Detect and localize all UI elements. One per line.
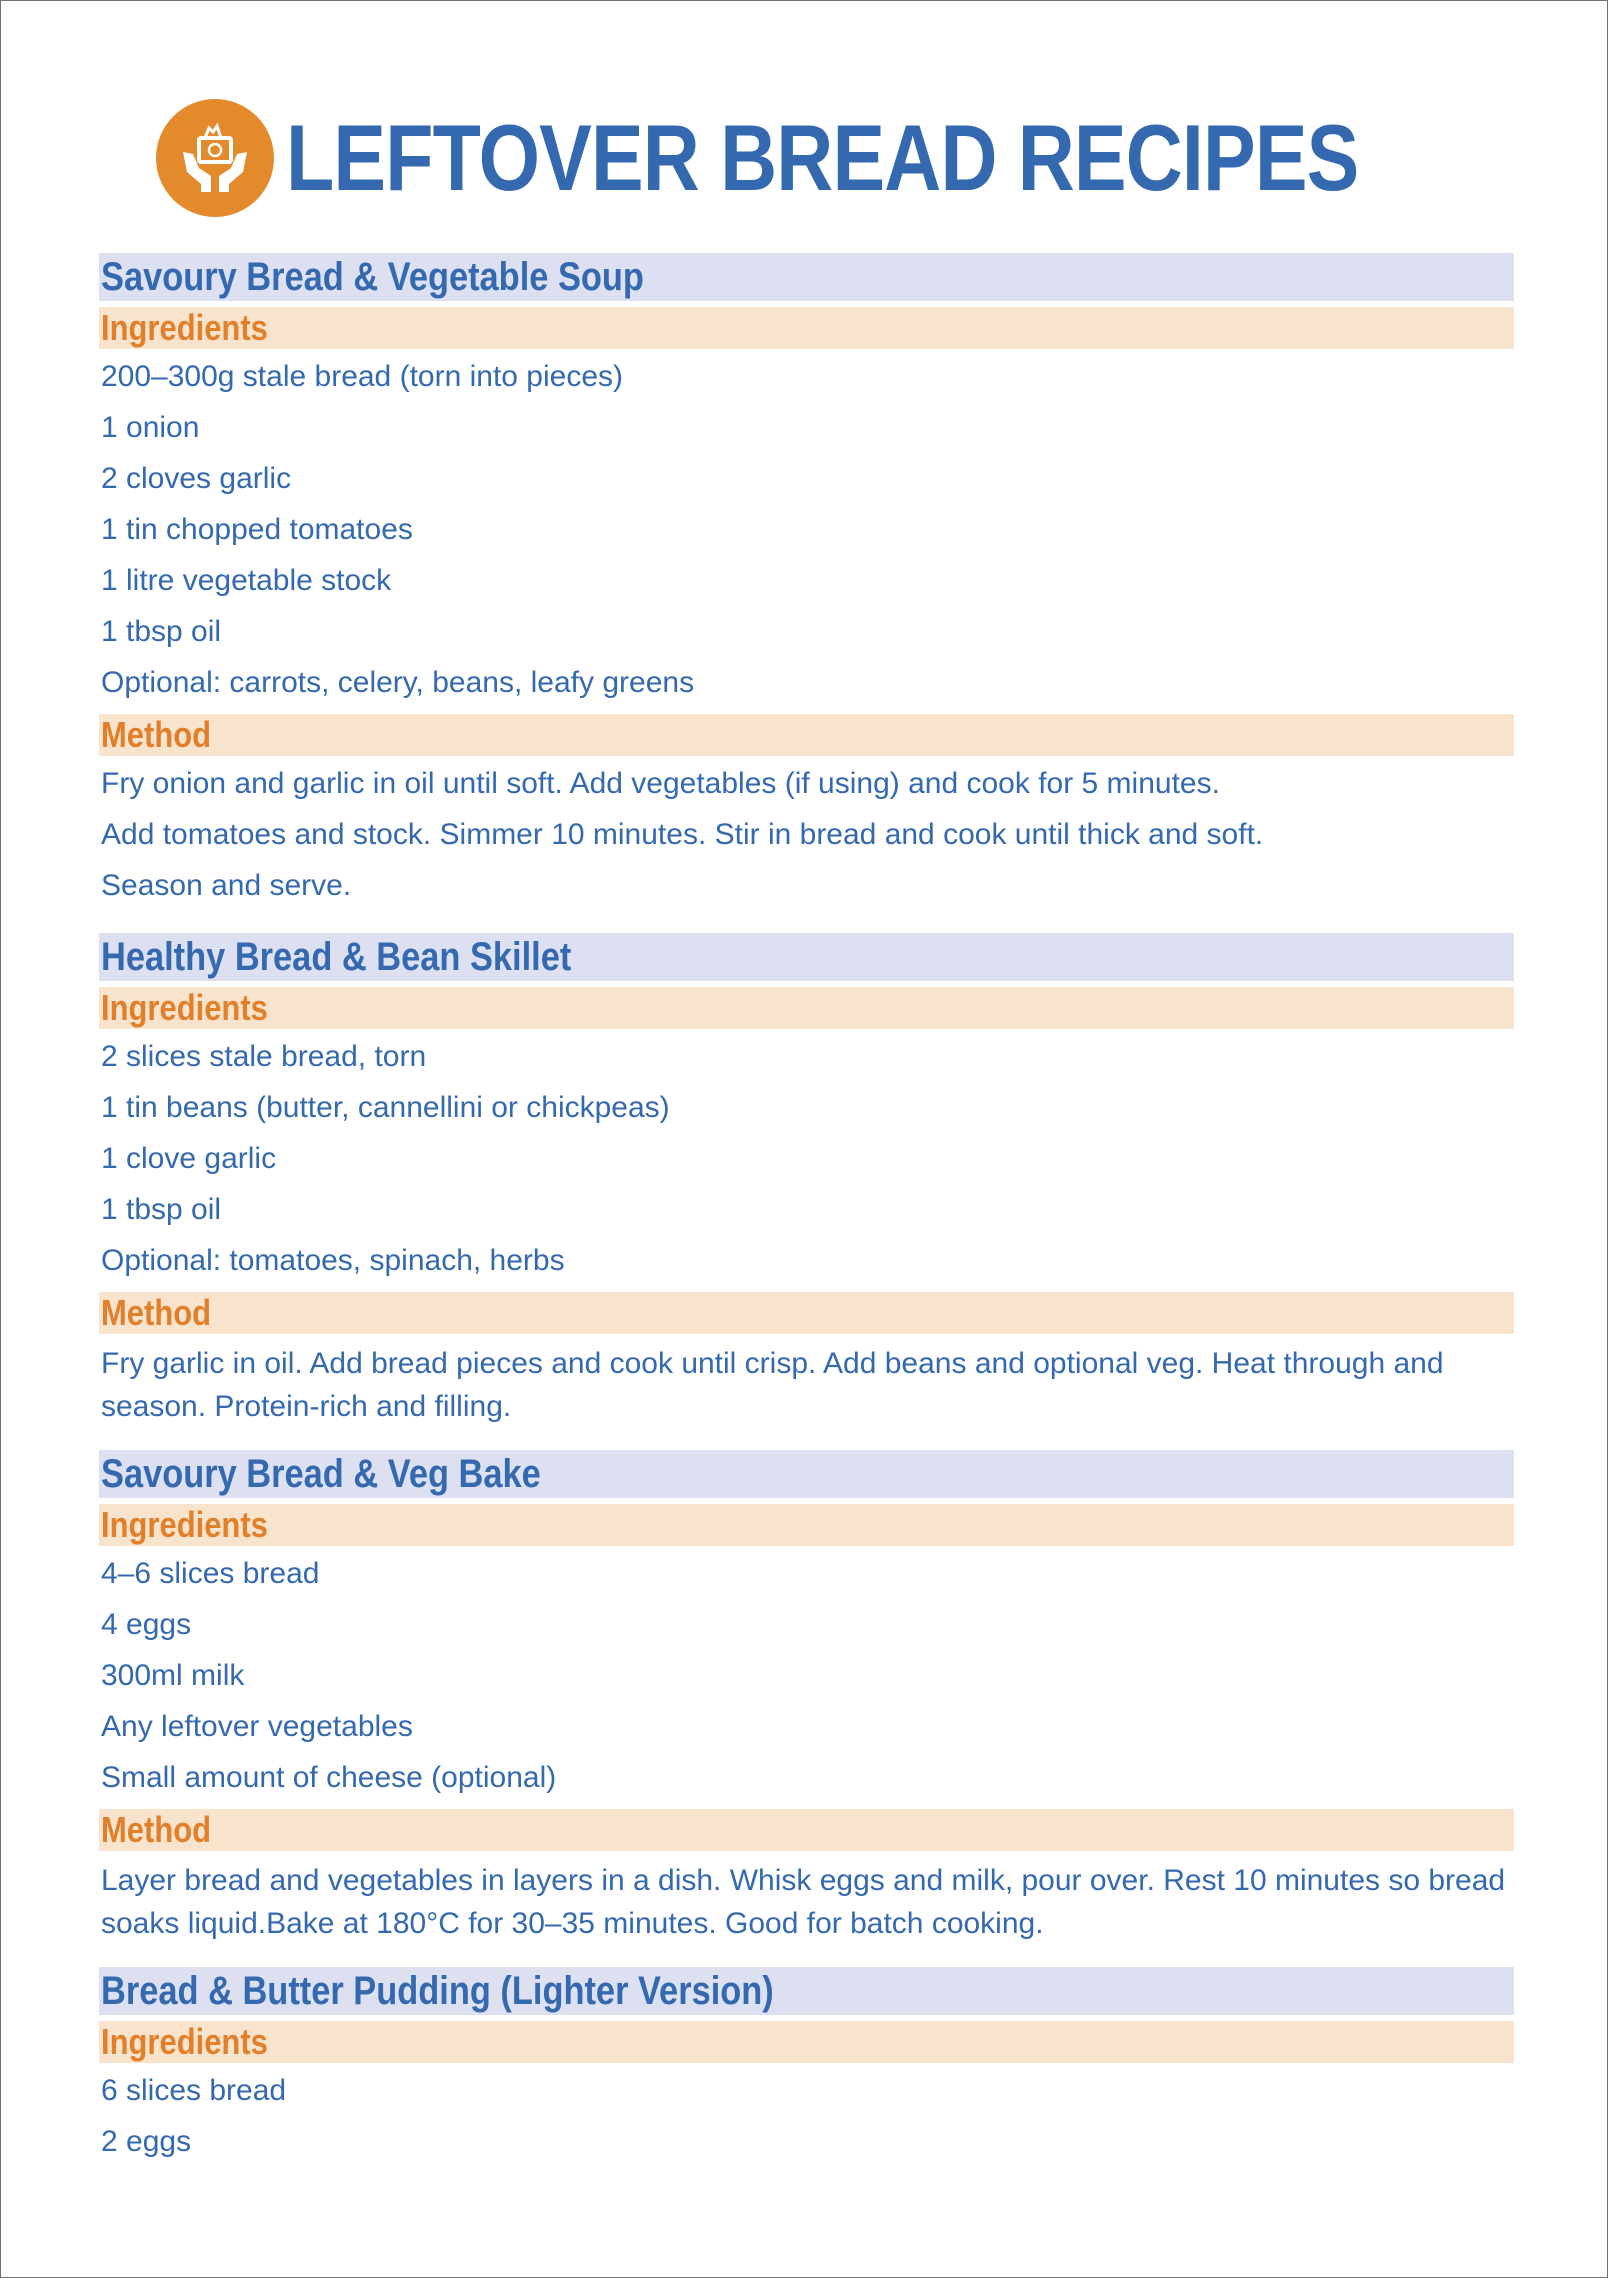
ingredient-item: Optional: carrots, celery, beans, leafy greens <box>101 666 695 699</box>
method-text: Layer bread and vegetables in layers in a dish. Whisk eggs and milk, pour over. Rest 10 minutes so bread soaks liquid.Bake at 180°C for 30–35 minutes. Good for batch cooking. <box>101 1864 1506 1940</box>
ingredient-item: 300ml milk <box>101 1659 245 1692</box>
ingredient-item: 1 tbsp oil <box>101 615 222 648</box>
recipe-title <box>99 1967 1514 2015</box>
recipe-list <box>99 253 1514 2189</box>
ingredient-item: 4 eggs <box>101 1608 192 1641</box>
recipe-card <box>99 1967 1514 2167</box>
recipe-card <box>99 933 1514 1428</box>
method-line: Season and serve. <box>101 869 352 902</box>
ingredients-heading-text: Ingredients <box>101 1504 268 1545</box>
recipe-title-text: Savoury Bread & Veg Bake <box>101 1452 541 1496</box>
page-title: LEFTOVER BREAD RECIPES <box>286 105 1359 210</box>
ingredients-heading-text: Ingredients <box>101 307 268 348</box>
ingredients-list <box>99 351 1514 708</box>
ingredient-item: 1 tin chopped tomatoes <box>101 513 413 546</box>
recipe-title-text: Savoury Bread & Vegetable Soup <box>101 255 644 299</box>
method-heading-text: Method <box>101 1809 212 1850</box>
recipe-title <box>99 1450 1514 1498</box>
ingredients-heading-text: Ingredients <box>101 2021 268 2062</box>
ingredients-list <box>99 1548 1514 1803</box>
ingredients-heading <box>99 987 1514 1029</box>
method-heading-text: Method <box>101 714 212 755</box>
ingredient-item: Small amount of cheese (optional) <box>101 1761 557 1794</box>
recipe-card <box>99 1450 1514 1945</box>
page-header <box>156 99 1563 217</box>
hands-holding-food-icon <box>156 99 274 217</box>
ingredient-item: 1 litre vegetable stock <box>101 564 392 597</box>
ingredient-item: 1 tbsp oil <box>101 1193 222 1226</box>
ingredient-item: 4–6 slices bread <box>101 1557 320 1590</box>
ingredient-item: 6 slices bread <box>101 2074 287 2107</box>
ingredient-item: 200–300g stale bread (torn into pieces) <box>101 360 624 393</box>
method-line: Add tomatoes and stock. Simmer 10 minutes. Stir in bread and cook until thick and soft. <box>101 818 1264 851</box>
ingredient-item: 1 clove garlic <box>101 1142 277 1175</box>
ingredient-item: 2 cloves garlic <box>101 462 292 495</box>
recipe-title <box>99 933 1514 981</box>
ingredients-list <box>99 1031 1514 1286</box>
ingredient-item: 2 slices stale bread, torn <box>101 1040 427 1073</box>
recipe-title-text: Bread & Butter Pudding (Lighter Version) <box>101 1969 774 2013</box>
recipe-title <box>99 253 1514 301</box>
recipe-card <box>99 253 1514 911</box>
ingredients-heading <box>99 307 1514 349</box>
ingredient-item: Any leftover vegetables <box>101 1710 413 1743</box>
ingredients-heading <box>99 2021 1514 2063</box>
method-heading <box>99 1292 1514 1334</box>
method-heading <box>99 1809 1514 1851</box>
method-heading <box>99 714 1514 756</box>
ingredient-item: 1 tin beans (butter, cannellini or chickpeas) <box>101 1091 670 1124</box>
ingredient-item: 1 onion <box>101 411 200 444</box>
method-text: Fry garlic in oil. Add bread pieces and cook until crisp. Add beans and optional veg. Heat through and season. Protein-rich and filling. <box>101 1347 1444 1423</box>
ingredient-item: Optional: tomatoes, spinach, herbs <box>101 1244 565 1277</box>
ingredient-item: 2 eggs <box>101 2125 192 2158</box>
method-line: Fry onion and garlic in oil until soft. Add vegetables (if using) and cook for 5 minutes. <box>101 767 1220 800</box>
ingredients-heading-text: Ingredients <box>101 987 268 1028</box>
recipe-title-text: Healthy Bread & Bean Skillet <box>101 935 572 979</box>
method-heading-text: Method <box>101 1292 212 1333</box>
ingredients-list <box>99 2065 1514 2167</box>
method-steps <box>99 758 1514 911</box>
ingredients-heading <box>99 1504 1514 1546</box>
